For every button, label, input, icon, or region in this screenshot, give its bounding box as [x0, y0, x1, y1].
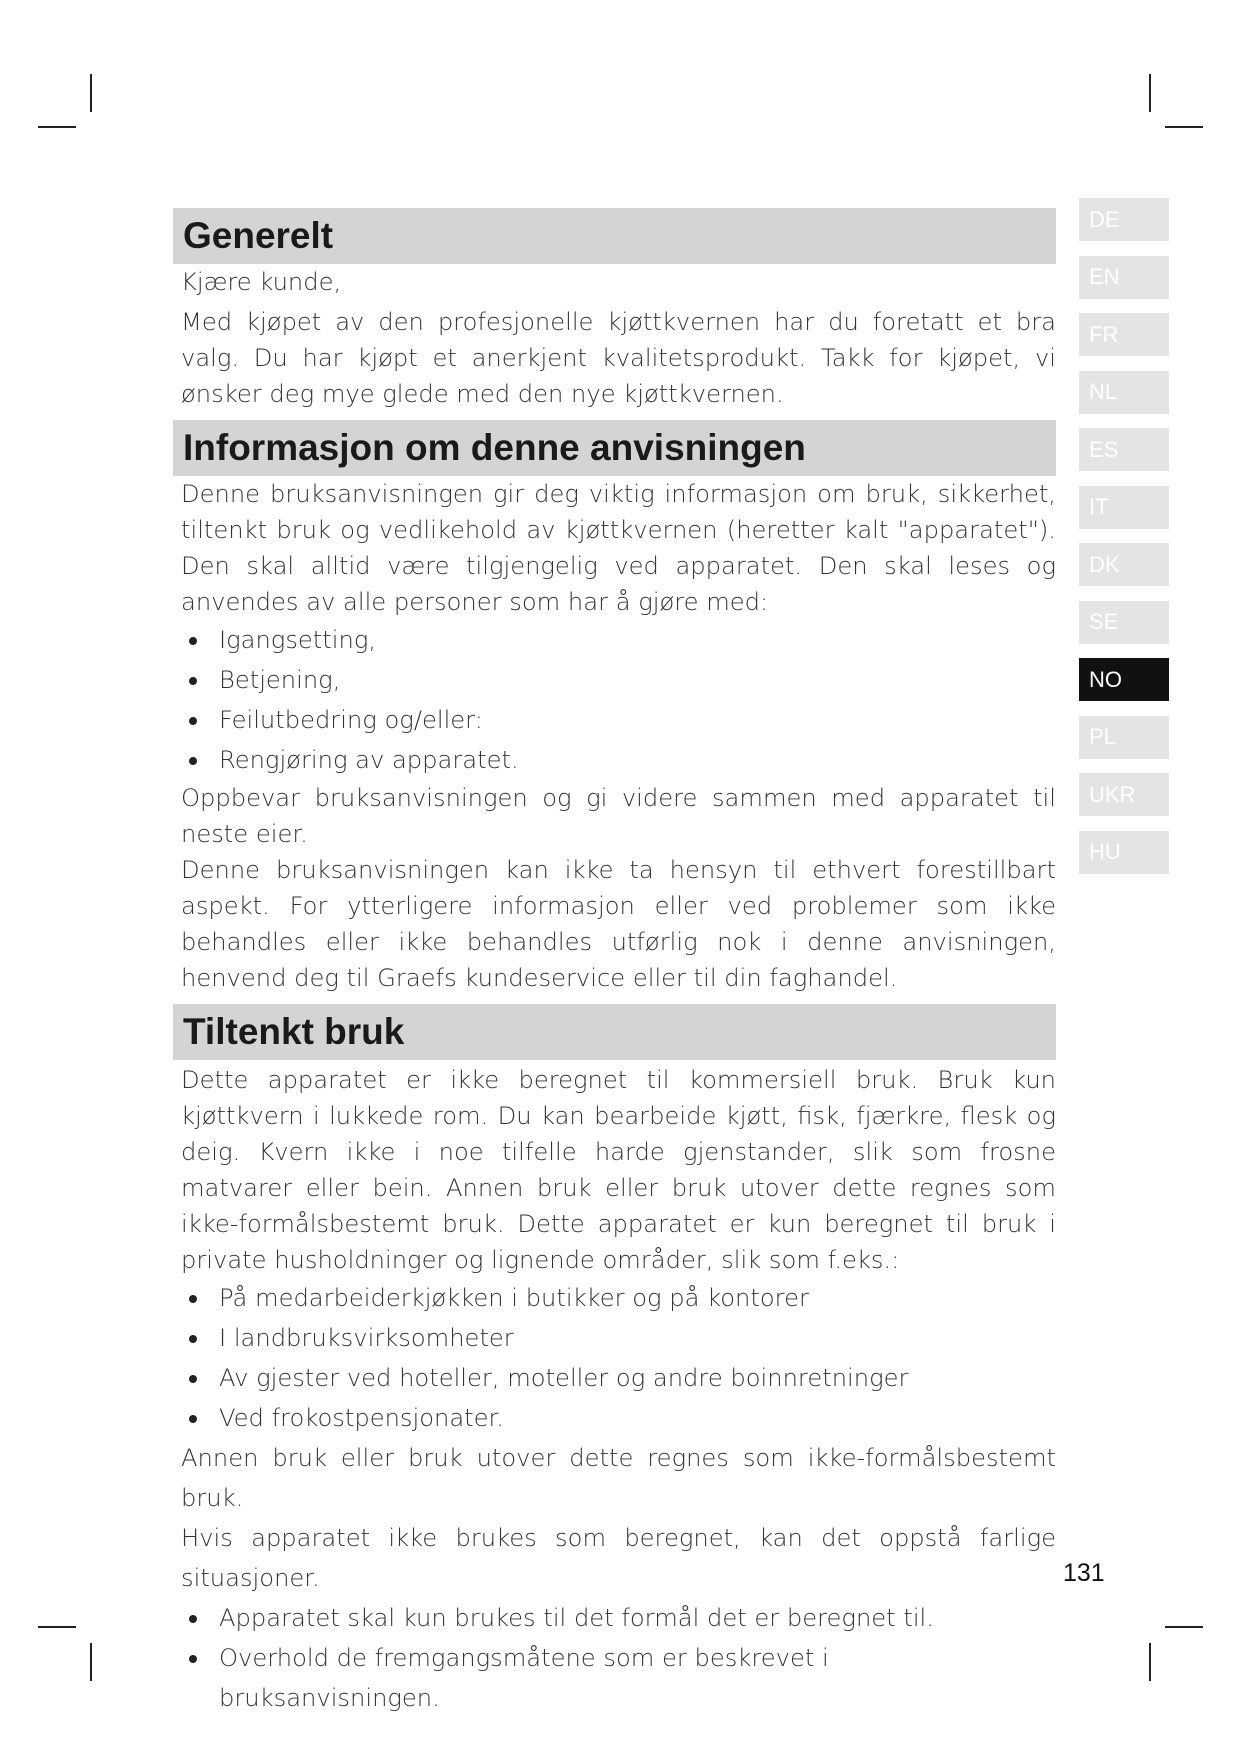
list-item-text: Rengjøring av apparatet.: [219, 746, 519, 774]
language-tab-es[interactable]: ES: [1079, 428, 1169, 471]
language-tab-no[interactable]: NO: [1079, 658, 1169, 701]
language-tab-it[interactable]: IT: [1079, 486, 1169, 529]
language-tab-ukr[interactable]: UKR: [1079, 773, 1169, 816]
paragraph: Med kjøpet av den profesjonelle kjøttkvernen har du foretatt et bra valg. Du har kjøpt et anerkjent kvalitetsprodukt. Takk for kjøpet, vi ønsker deg mye glede med den nye kjøttkvernen.: [181, 308, 1056, 408]
paragraph: Denne bruksanvisningen gir deg viktig informasjon om bruk, sikkerhet, tiltenkt bruk og vedlikehold av kjøttkvernen (heretter kalt "apparatet"). Den skal alltid være tilgjengelig ved apparatet. Den skal leses og anvendes av alle personer som har å gjøre med:: [181, 480, 1056, 616]
bullet-icon: [189, 1655, 197, 1663]
bullet-icon: [189, 677, 197, 685]
bullet-icon: [189, 1295, 197, 1303]
crop-mark: [1149, 74, 1151, 112]
crop-mark: [1165, 1626, 1203, 1628]
section-body-generelt: [173, 264, 1056, 412]
crop-mark: [1165, 126, 1203, 128]
list-item: [173, 660, 1056, 700]
list-item-text: Av gjester ved hoteller, moteller og andre boinnretninger: [219, 1364, 909, 1392]
section-heading-informasjon: Informasjon om denne anvisningen: [173, 420, 1056, 476]
bullet-icon: [189, 1415, 197, 1423]
language-tab-pl[interactable]: PL: [1079, 716, 1169, 759]
crop-mark: [1149, 1643, 1151, 1681]
language-tab-se[interactable]: SE: [1079, 601, 1169, 644]
list-item-text: På medarbeiderkjøkken i butikker og på kontorer: [219, 1284, 809, 1312]
language-tab-nl[interactable]: NL: [1079, 371, 1169, 414]
list-item: [173, 1278, 1056, 1318]
section-heading-generelt: Generelt: [173, 208, 1056, 264]
list-item-text: Feilutbedring og/eller:: [219, 706, 483, 734]
section-body-tiltenkt-bruk-after: [173, 1438, 1056, 1598]
bullet-list: [173, 1278, 1056, 1438]
bullet-icon: [189, 637, 197, 645]
language-tab-hu[interactable]: HU: [1079, 831, 1169, 874]
list-item: [173, 1318, 1056, 1358]
list-item-text: Overhold de fremgangsmåtene som er beskrevet i bruksanvisningen.: [219, 1644, 829, 1712]
list-item-text: Betjening,: [219, 666, 341, 694]
list-item-text: Apparatet skal kun brukes til det formål det er beregnet til.: [219, 1604, 934, 1632]
language-tab-fr[interactable]: FR: [1079, 313, 1169, 356]
bullet-icon: [189, 717, 197, 725]
section-body-informasjon-after: [173, 780, 1056, 996]
crop-mark: [90, 74, 92, 112]
crop-mark: [38, 1626, 76, 1628]
section-body-tiltenkt-bruk: [173, 1062, 1056, 1278]
bullet-icon: [189, 1615, 197, 1623]
section-heading-tiltenkt-bruk: Tiltenkt bruk: [173, 1004, 1056, 1060]
paragraph: Hvis apparatet ikke brukes som beregnet, kan det oppstå farlige situasjoner.: [181, 1524, 1056, 1592]
list-item: [173, 620, 1056, 660]
paragraph: Kjære kunde,: [181, 268, 342, 296]
list-item: [173, 1598, 1056, 1638]
crop-mark: [38, 126, 76, 128]
language-tab-de[interactable]: DE: [1079, 198, 1169, 241]
list-item-text: I landbruksvirksomheter: [219, 1324, 514, 1352]
paragraph: Dette apparatet er ikke beregnet til kommersiell bruk. Bruk kun kjøttkvern i lukkede rom. Du kan bearbeide kjøtt, fisk, fjærkre, flesk og deig. Kvern ikke i noe tilfelle harde gjenstander, slik som frosne matvarer eller bein. Annen bruk eller bruk utover dette regnes som ikke-formålsbestemt bruk. Dette apparatet er kun beregnet til bruk i private husholdninger og lignende områder, slik som f.eks.:: [181, 1066, 1056, 1274]
language-tab-en[interactable]: EN: [1079, 256, 1169, 299]
list-item-text: Ved frokostpensjonater.: [219, 1404, 504, 1432]
bullet-icon: [189, 1375, 197, 1383]
bullet-list: [173, 620, 1056, 780]
language-tabs: [1079, 198, 1169, 888]
crop-mark: [90, 1643, 92, 1681]
paragraph: Annen bruk eller bruk utover dette regnes som ikke-formålsbestemt bruk.: [181, 1444, 1056, 1512]
bullet-list: [173, 1598, 1056, 1718]
bullet-icon: [189, 757, 197, 765]
page-number: 131: [1063, 1559, 1105, 1587]
list-item: [173, 740, 1056, 780]
list-item-text: Igangsetting,: [219, 626, 377, 654]
list-item: [173, 1638, 1056, 1718]
list-item: [173, 700, 1056, 740]
list-item: [173, 1398, 1056, 1438]
language-tab-dk[interactable]: DK: [1079, 543, 1169, 586]
page-content: [173, 208, 1056, 1718]
list-item: [173, 1358, 1056, 1398]
paragraph: Oppbevar bruksanvisningen og gi videre sammen med apparatet til neste eier.: [181, 784, 1056, 848]
bullet-icon: [189, 1335, 197, 1343]
section-body-informasjon: [173, 476, 1056, 620]
paragraph: Denne bruksanvisningen kan ikke ta hensyn til ethvert forestillbart aspekt. For ytterligere informasjon eller ved problemer som ikke behandles eller ikke behandles utførlig nok i denne anvisningen, henvend deg til Graefs kundeservice eller til din faghandel.: [181, 856, 1056, 992]
